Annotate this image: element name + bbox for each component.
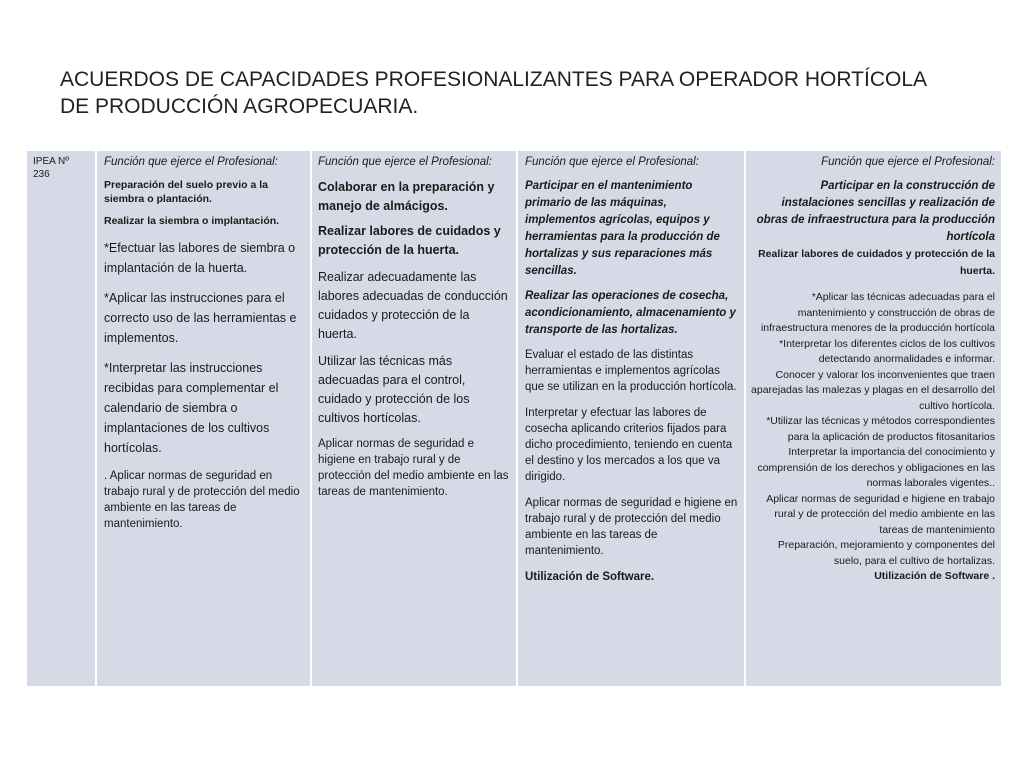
function-item: Realizar labores de cuidados y protección de la huerta. — [758, 248, 995, 277]
column-heading: Función que ejerce el Profesional: — [821, 156, 995, 168]
function-item: Aplicar normas de seguridad e higiene en trabajo rural y de protección del medio ambiente en las tareas de mantenimiento. — [525, 497, 738, 557]
table-col-function-2 — [312, 151, 518, 686]
column-heading: Función que ejerce el Profesional: — [318, 156, 492, 168]
function-item: Realizar labores de cuidados y protección de la huerta. — [318, 224, 501, 257]
function-item: . Aplicar normas de seguridad en trabajo rural y de protección del medio ambiente en las tareas de mantenimiento. — [104, 470, 300, 530]
table-col-function-4 — [746, 151, 1001, 686]
function-item: *Interpretar los diferentes ciclos de los cultivos detectando anormalidades e informar. — [779, 337, 995, 365]
function-item: *Aplicar las técnicas adecuadas para el mantenimiento y construcción de obras de infraestructura menores de la producción hortícola — [760, 291, 995, 334]
function-item: Participar en el mantenimiento primario de las máquinas, implementos agrícolas, equipos y herramientas para la producción de hortalizas y sus reparaciones más sencillas. — [525, 180, 720, 277]
function-item: Interpretar la importancia del conocimiento y comprensión de los derechos y obligaciones en las normas laborales vigentes.. — [757, 446, 995, 489]
function-item: Realizar adecuadamente las labores adecuadas de conducción cuidados y protección de la huerta. — [318, 270, 508, 341]
function-item: Colaborar en la preparación y manejo de almácigos. — [318, 180, 495, 213]
function-item: *Aplicar las instrucciones para el correcto uso de las herramientas e implementos. — [104, 291, 297, 345]
slide-title — [60, 66, 960, 120]
function-item: *Efectuar las labores de siembra o implantación de la huerta. — [104, 241, 296, 275]
function-item: Aplicar normas de seguridad e higiene en trabajo rural y de protección del medio ambiente en las tareas de mantenimiento — [766, 492, 995, 536]
table-col-function-3 — [518, 151, 746, 686]
column-heading: Función que ejerce el Profesional: — [525, 156, 699, 168]
function-item: Preparación del suelo previo a la siembra o plantación. — [104, 179, 268, 205]
function-item: *Interpretar las instrucciones recibidas para complementar el calendario de siembra o implantaciones de los cultivos hortícolas. — [104, 361, 279, 455]
ipea-label: IPEA Nº — [33, 156, 69, 167]
function-item: Utilizar las técnicas más adecuadas para el control, cuidado y protección de los cultivos hortícolas. — [318, 354, 470, 425]
function-item: Interpretar y efectuar las labores de cosecha aplicando criterios fijados para dicho procedimiento, teniendo en cuenta el destino y los mercados a los que va dirigido. — [525, 407, 733, 483]
column-heading: Función que ejerce el Profesional: — [104, 156, 278, 168]
capacities-table — [26, 150, 1002, 687]
function-item: *Utilizar las técnicas y métodos correspondientes para la aplicación de productos fitosanitarios — [766, 415, 995, 443]
table-col-ipea — [27, 151, 97, 686]
function-item: Realizar las operaciones de cosecha, acondicionamiento, almacenamiento y transporte de las hortalizas. — [525, 290, 736, 336]
function-item: Utilización de Software . — [874, 570, 995, 582]
function-item: Realizar la siembra o implantación. — [104, 215, 280, 227]
slide-title-line2: DE PRODUCCIÓN AGROPECUARIA. — [60, 95, 419, 118]
function-item: Preparación, mejoramiento y componentes del suelo, para el cultivo de hortalizas. — [777, 539, 995, 567]
function-item: Conocer y valorar los inconvenientes que traen aparejadas las malezas y plagas en el desarrollo del cultivo hortícola. — [751, 368, 995, 412]
function-item: Participar en la construcción de instalaciones sencillas y realización de obras de infraestructura para la producción hortícola — [756, 180, 995, 243]
table-col-function-1 — [97, 151, 312, 686]
function-item: Aplicar normas de seguridad e higiene en trabajo rural y de protección del medio ambiente en las tareas de mantenimiento. — [318, 438, 509, 498]
slide-title-line1: ACUERDOS DE CAPACIDADES PROFESIONALIZANTES PARA OPERADOR HORTÍCOLA — [60, 68, 928, 91]
function-item: Evaluar el estado de las distintas herramientas e implementos agrícolas que se utilizan en la producción hortícola. — [525, 349, 737, 393]
ipea-number: 236 — [33, 169, 50, 180]
function-item: Utilización de Software. — [525, 571, 655, 583]
